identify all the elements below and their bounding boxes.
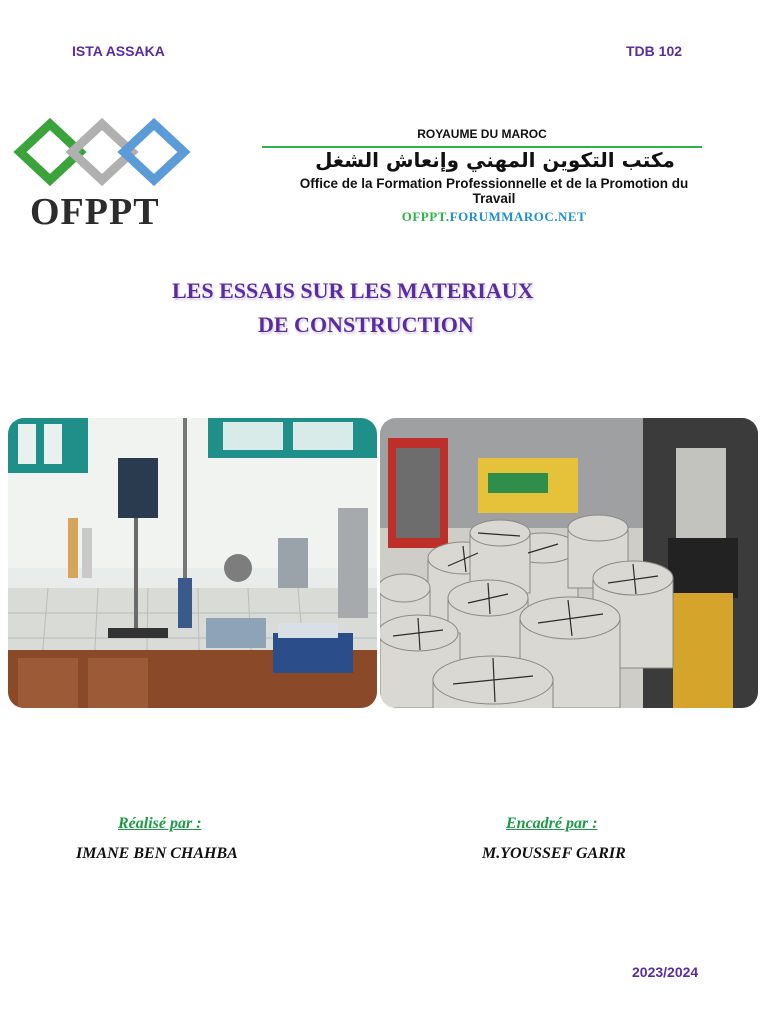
document-title-line2: DE CONSTRUCTION (258, 312, 474, 337)
student-name: IMANE BEN CHAHBA (76, 845, 238, 862)
concrete-specimens-photo (378, 418, 758, 708)
office-name (240, 176, 748, 206)
office-name-line1: Office de la Formation Professionnelle et de la Promotion du (299, 176, 689, 191)
website-part2: .FORUMMAROC.NET (445, 209, 587, 224)
document-title-line1: LES ESSAIS SUR LES MATERIAUX (172, 278, 534, 303)
supervisor-name: M.YOUSSEF GARIR (482, 845, 626, 862)
website-part1: OFPPT (401, 209, 446, 224)
office-name-line2: Travail (472, 191, 516, 206)
kingdom-label: ROYAUME DU MAROC (417, 127, 547, 141)
laboratory-photo (8, 418, 377, 708)
group-code: TDB 102 (626, 43, 683, 59)
supervised-by-label: Encadré par : (506, 815, 598, 832)
logo-wordmark: OFPPT (30, 191, 160, 233)
school-name: ISTA ASSAKA (72, 43, 165, 59)
academic-year: 2023/2024 (632, 964, 699, 980)
realised-by-label: Réalisé par : (118, 815, 202, 832)
cover-photo-collage (8, 418, 758, 708)
website (240, 209, 748, 225)
arabic-office-name: مكتب التكوين المهني وإنعاش الشغل (315, 148, 675, 172)
